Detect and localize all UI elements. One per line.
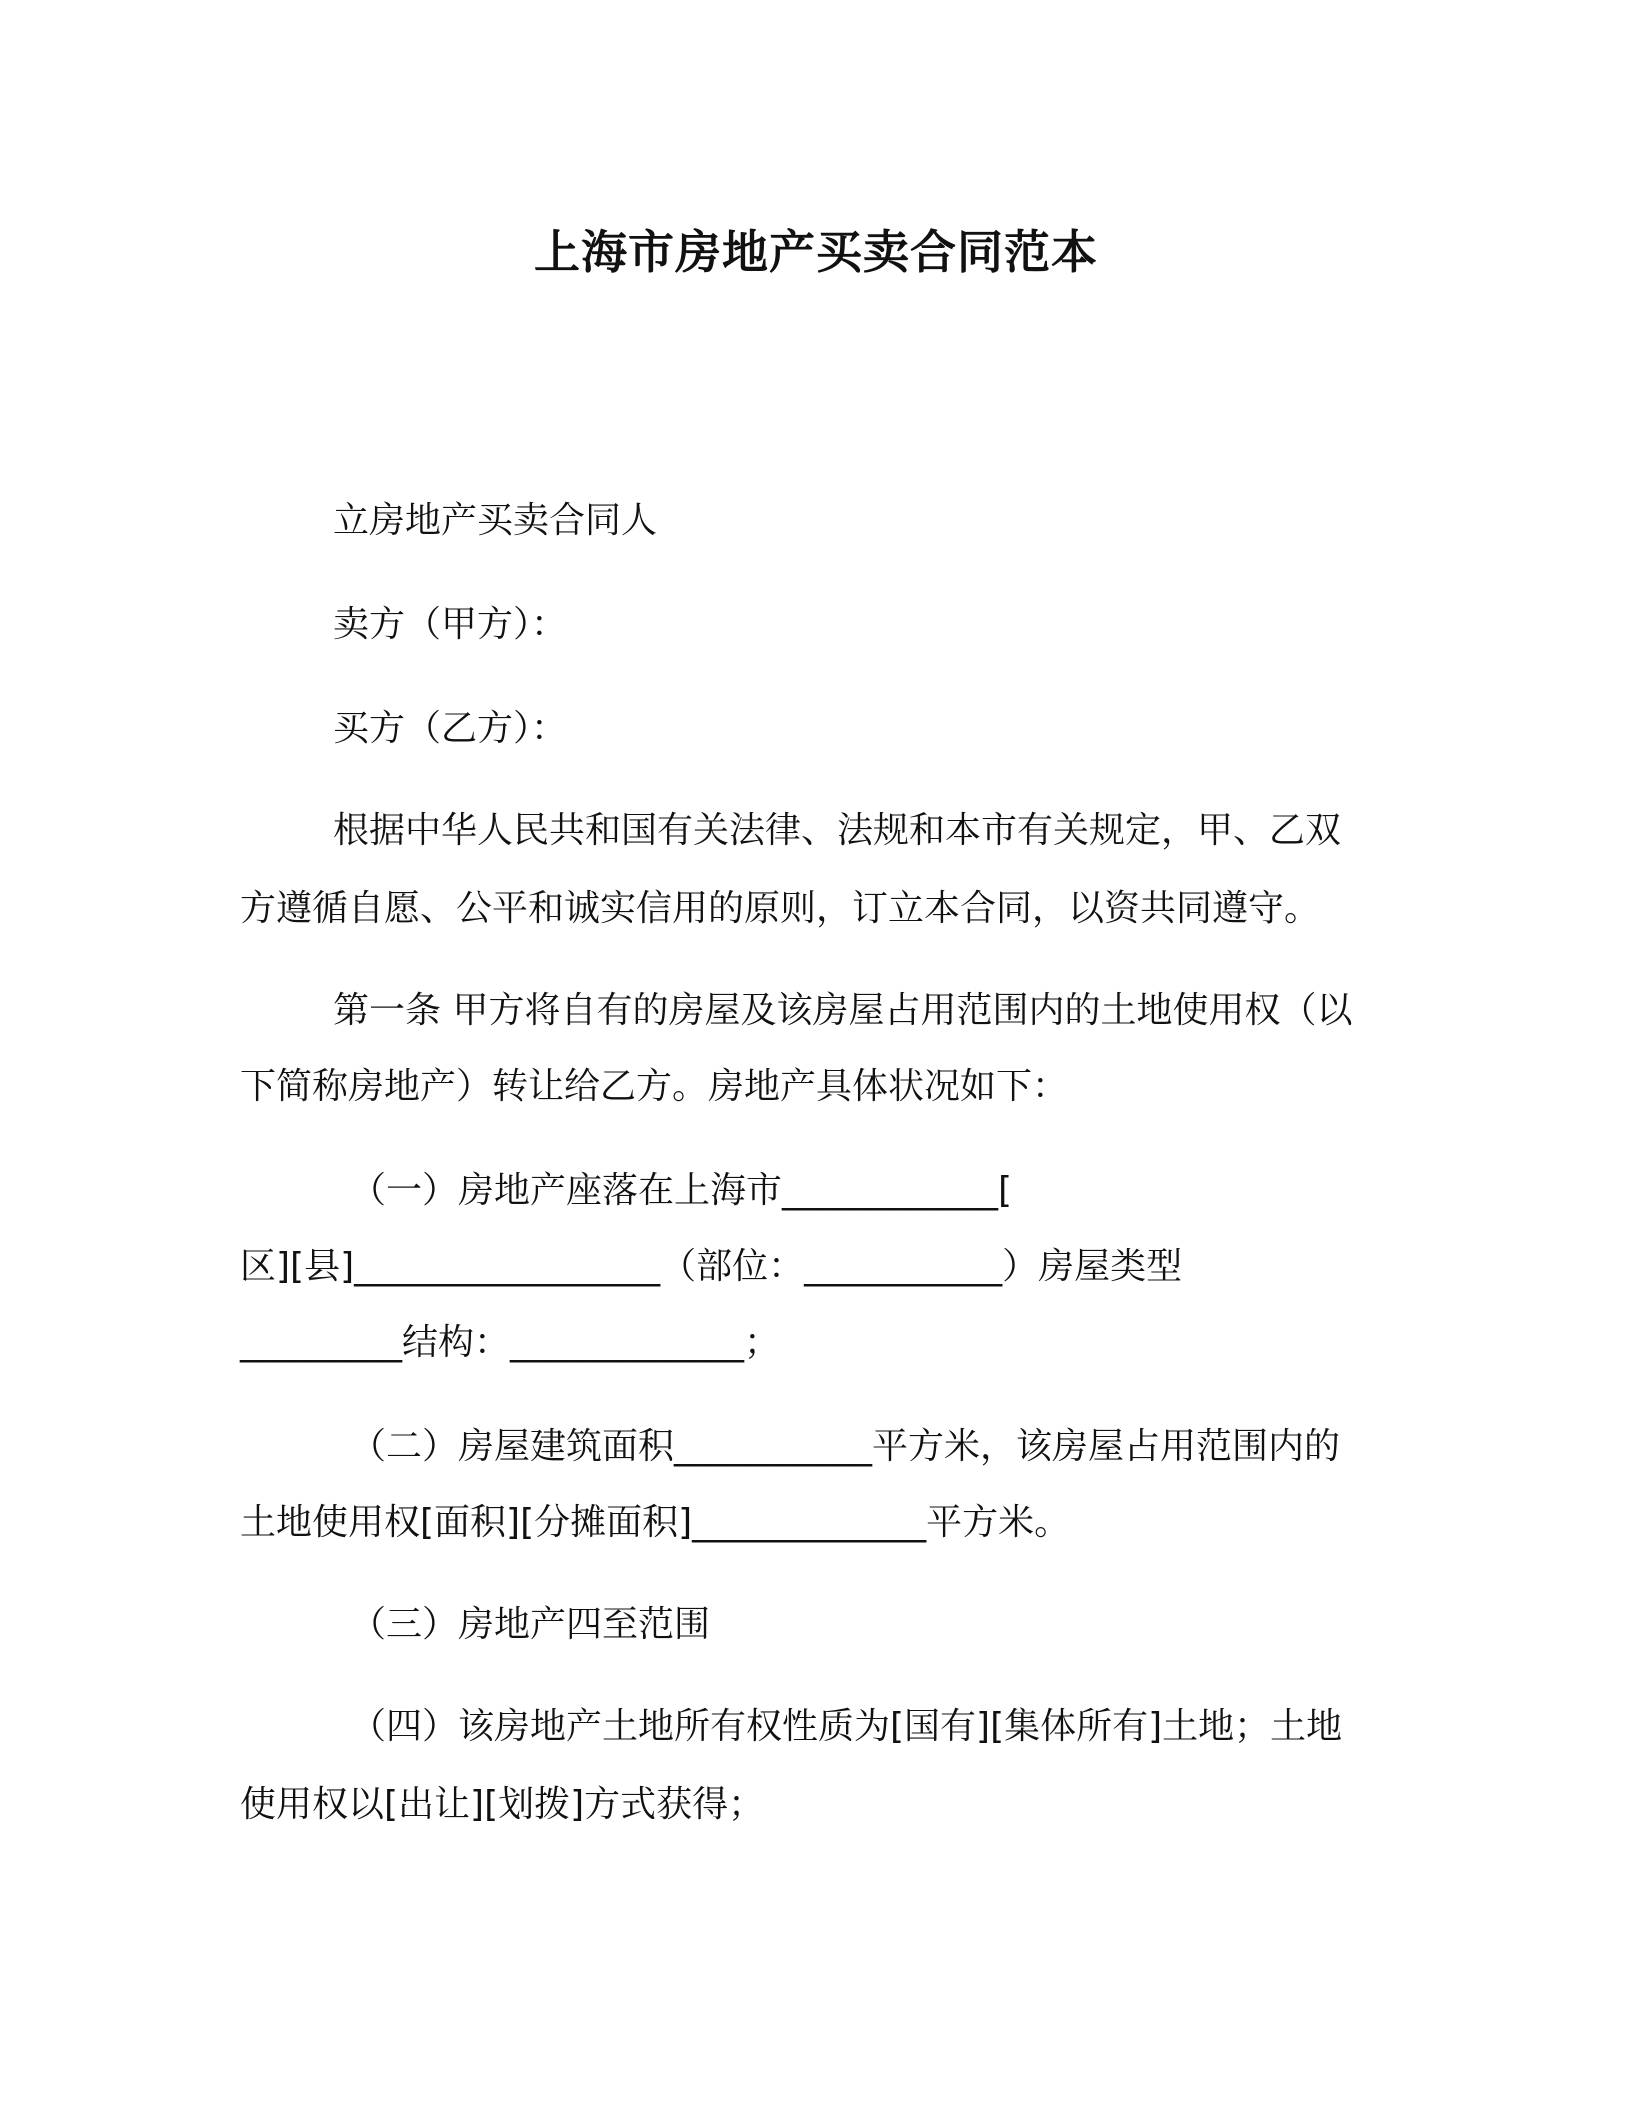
buyer-line: 买方（乙方）： xyxy=(333,708,568,749)
clause-1-line-2: 区][县]_________________（部位：___________）房屋类型 xyxy=(240,1246,1183,1287)
seller-line: 卖方（甲方）： xyxy=(333,604,568,645)
clause-3-line: （三）房地产四至范围 xyxy=(350,1604,711,1645)
preamble-line-2: 方遵循自愿、公平和诚实信用的原则，订立本合同，以资共同遵守。 xyxy=(240,888,1321,929)
clause-2-line-1: （二）房屋建筑面积___________平方米，该房屋占用范围内的 xyxy=(350,1426,1341,1467)
clause-4-line-2: 使用权以[出让][划拨]方式获得； xyxy=(240,1784,765,1825)
clause-1-line-1: （一）房地产座落在上海市____________[ xyxy=(350,1170,1013,1211)
preamble-line-1: 根据中华人民共和国有关法律、法规和本市有关规定，甲、乙双 xyxy=(333,810,1342,851)
clause-4-line-1: （四）该房地产土地所有权性质为[国有][集体所有]土地；土地 xyxy=(350,1706,1343,1747)
article-1-line-1: 第一条 甲方将自有的房屋及该房屋占用范围内的土地使用权（以 xyxy=(333,990,1353,1031)
document-title: 上海市房地产买卖合同范本 xyxy=(534,225,1098,279)
article-1-line-2: 下简称房地产）转让给乙方。房地产具体状况如下： xyxy=(240,1066,1069,1107)
contract-parties-heading: 立房地产买卖合同人 xyxy=(333,500,658,541)
clause-1-line-3: _________结构：_____________； xyxy=(240,1322,781,1363)
clause-2-line-2: 土地使用权[面积][分摊面积]_____________平方米。 xyxy=(240,1502,1071,1543)
